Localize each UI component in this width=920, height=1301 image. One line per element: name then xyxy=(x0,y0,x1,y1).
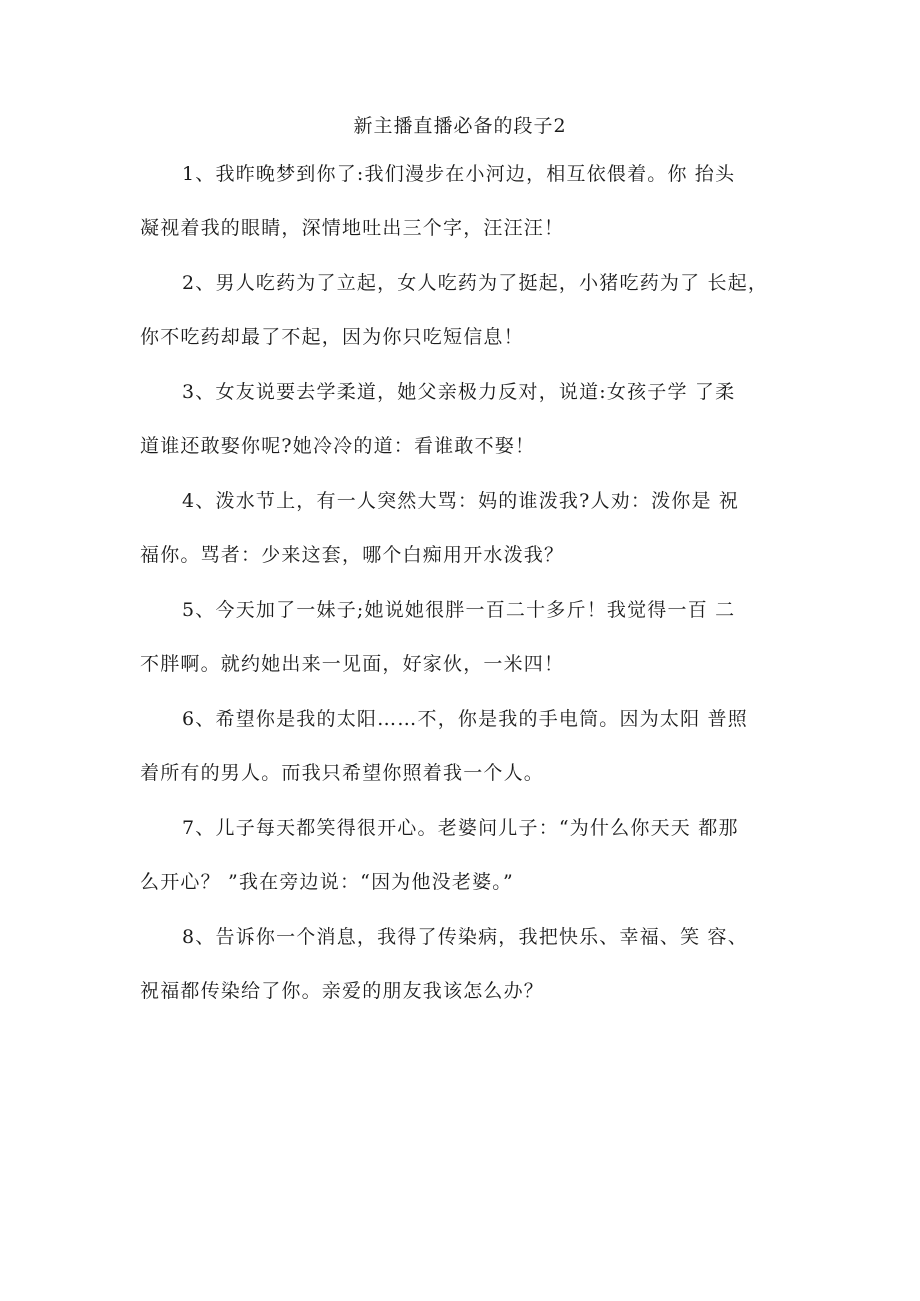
paragraph-line: 4、泼水节上，有一人突然大骂：妈的谁泼我?人劝：泼你是 祝 xyxy=(182,490,740,512)
paragraph-line: 6、希望你是我的太阳……不，你是我的手电筒。因为太阳 普照 xyxy=(182,708,748,730)
paragraph-line: 道谁还敢娶你呢?她冷冷的道：看谁敢不娶！ xyxy=(140,435,536,457)
document-title: 新主播直播必备的段子2 xyxy=(353,115,567,137)
paragraph-line: 7、儿子每天都笑得很开心。老婆问儿子：“为什么你天天 都那 xyxy=(182,817,739,839)
joke-paragraph-1 xyxy=(140,160,800,268)
paragraph-line: 1、我昨晚梦到你了:我们漫步在小河边，相互依偎着。你 抬头 xyxy=(182,163,736,185)
joke-paragraph-3 xyxy=(140,378,800,486)
joke-paragraph-7 xyxy=(140,814,800,922)
paragraph-line: 祝福都传染给了你。亲爱的朋友我该怎么办？ xyxy=(140,980,545,1002)
paragraph-line: 8、告诉你一个消息，我得了传染病，我把快乐、幸福、笑 容、 xyxy=(182,926,748,948)
joke-paragraph-4 xyxy=(140,487,800,595)
joke-paragraph-6 xyxy=(140,705,800,813)
paragraph-line: 么开心？ ”我在旁边说：“因为他没老婆。” xyxy=(140,871,514,893)
paragraph-line: 2、男人吃药为了立起，女人吃药为了挺起，小猪吃药为了 长起， xyxy=(182,272,769,294)
paragraph-line: 凝视着我的眼睛，深情地吐出三个字，汪汪汪！ xyxy=(140,217,565,239)
paragraph-line: 5、今天加了一妹子;她说她很胖一百二十多斤！我觉得一百 二 xyxy=(182,599,736,621)
joke-paragraph-5 xyxy=(140,596,800,704)
joke-paragraph-8 xyxy=(140,923,800,1031)
joke-paragraph-2 xyxy=(140,269,800,377)
paragraph-line: 你不吃药却最了不起，因为你只吃短信息！ xyxy=(140,326,524,348)
paragraph-line: 3、女友说要去学柔道，她父亲极力反对，说道:女孩子学 了柔 xyxy=(182,381,736,403)
paragraph-line: 不胖啊。就约她出来一见面，好家伙，一米四！ xyxy=(140,653,565,675)
paragraph-line: 福你。骂者：少来这套，哪个白痴用开水泼我？ xyxy=(140,544,565,566)
paragraph-line: 着所有的男人。而我只希望你照着我一个人。 xyxy=(140,762,545,784)
